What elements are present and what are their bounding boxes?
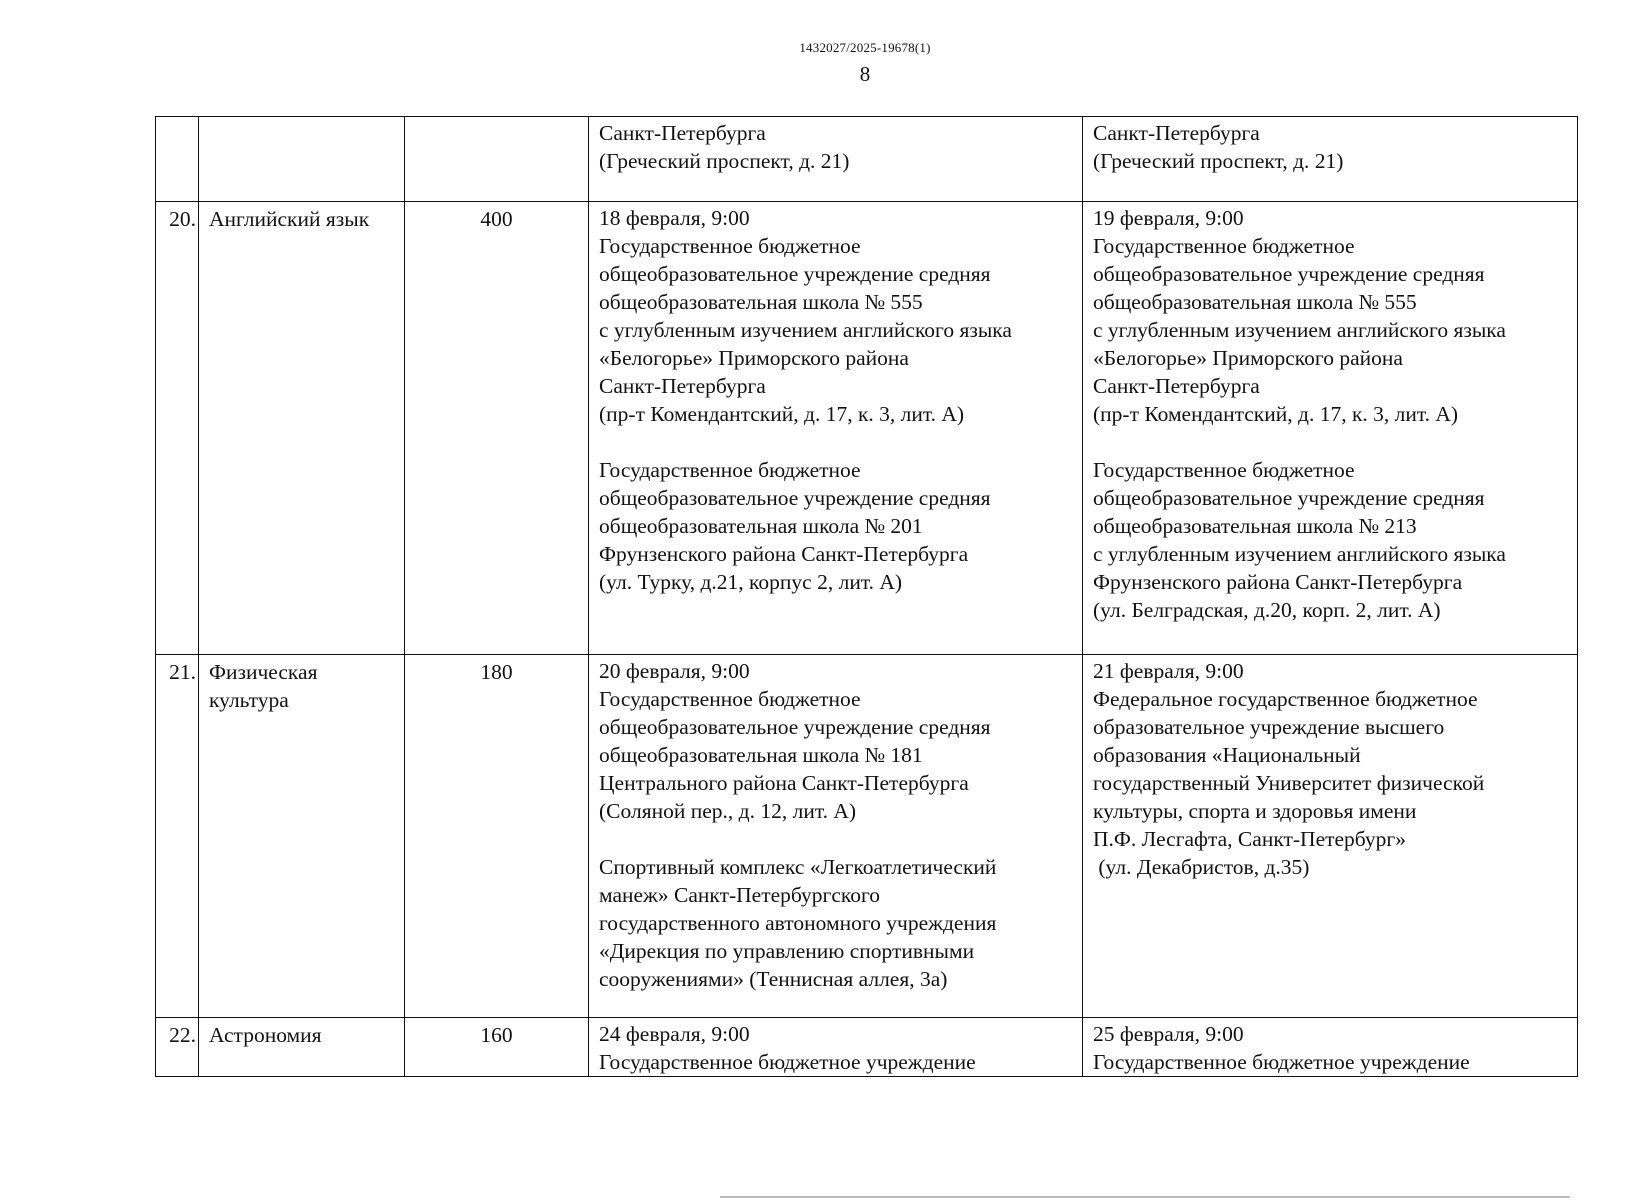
venue-line: Спортивный комплекс «Легкоатлетический — [599, 855, 997, 879]
row-number: 22. — [169, 1023, 196, 1047]
second-day-cell — [1083, 117, 1578, 202]
venue-line: общеобразовательное учреждение средняя — [1093, 262, 1485, 286]
venue-line: манеж» Санкт-Петербургского — [599, 883, 881, 907]
venue-line: Государственное бюджетное учреждение — [599, 1050, 976, 1074]
venue-line: Государственное бюджетное — [599, 687, 861, 711]
subject-name-line: Физическая — [209, 660, 318, 684]
subject-cell — [199, 1018, 405, 1077]
second-day-cell — [1083, 655, 1578, 1018]
participant-count: 180 — [480, 660, 513, 684]
row-number: 20. — [169, 207, 196, 231]
row-number-cell — [156, 1018, 199, 1077]
venue-line: государственный Университет физической — [1093, 771, 1485, 795]
table-row — [156, 1018, 1578, 1077]
venue-line: общеобразовательное учреждение средняя — [599, 715, 991, 739]
venue-line: с углубленным изучением английского языка — [1093, 318, 1506, 342]
venue-address: (ул. Декабристов, д.35) — [1093, 855, 1310, 879]
venue-line: Федеральное государственное бюджетное — [1093, 687, 1478, 711]
venue-line: Санкт-Петербурга — [599, 374, 766, 398]
venue-line: с углубленным изучением английского языка — [1093, 542, 1506, 566]
venue-line: «Белогорье» Приморского района — [1093, 346, 1403, 370]
paragraph-gap — [599, 428, 1072, 456]
subject-cell — [199, 202, 405, 655]
subject-name-line: культура — [209, 688, 289, 712]
date-time: 25 февраля, 9:00 — [1093, 1022, 1244, 1046]
venue-line: «Дирекция по управлению спортивными — [599, 939, 975, 963]
subject-name: Английский язык — [209, 207, 370, 231]
date-time: 21 февраля, 9:00 — [1093, 659, 1244, 683]
venue-line: образовательное учреждение высшего — [1093, 715, 1445, 739]
document-registration-number: 1432027/2025-19678(1) — [799, 40, 931, 55]
venue-line: Санкт-Петербурга — [1093, 374, 1260, 398]
date-time: 19 февраля, 9:00 — [1093, 206, 1244, 230]
venue-line: Санкт-Петербурга — [599, 121, 766, 145]
venue-address: (пр-т Комендантский, д. 17, к. 3, лит. А) — [1093, 402, 1459, 426]
first-day-cell — [589, 1018, 1083, 1077]
venue-line: общеобразовательная школа № 213 — [1093, 514, 1417, 538]
venue-address: (пр-т Комендантский, д. 17, к. 3, лит. А) — [599, 402, 965, 426]
venue-line: общеобразовательная школа № 555 — [599, 290, 923, 314]
olympiad-schedule-table — [155, 116, 1578, 1077]
participant-count-cell — [405, 655, 589, 1018]
venue-address: сооружениями» (Теннисная аллея, 3а) — [599, 967, 948, 991]
venue-line: общеобразовательное учреждение средняя — [599, 262, 991, 286]
venue-line: Государственное бюджетное — [1093, 234, 1355, 258]
row-number: 21. — [169, 660, 196, 684]
date-time: 24 февраля, 9:00 — [599, 1022, 750, 1046]
page-number: 8 — [859, 62, 871, 86]
row-number-cell — [156, 117, 199, 202]
venue-line: Центрального района Санкт-Петербурга — [599, 771, 969, 795]
venue-line: культуры, спорта и здоровья имени — [1093, 799, 1417, 823]
second-day-cell — [1083, 1018, 1578, 1077]
first-day-cell — [589, 117, 1083, 202]
venue-address: (ул. Белградская, д.20, корп. 2, лит. А) — [1093, 598, 1441, 622]
paragraph-gap — [1093, 428, 1567, 456]
participant-count: 400 — [480, 207, 513, 231]
venue-line: общеобразовательное учреждение средняя — [1093, 486, 1485, 510]
date-time: 18 февраля, 9:00 — [599, 206, 750, 230]
venue-line: общеобразовательная школа № 555 — [1093, 290, 1417, 314]
venue-line: Фрунзенского района Санкт-Петербурга — [1093, 570, 1463, 594]
venue-line: Государственное бюджетное учреждение — [1093, 1050, 1470, 1074]
venue-line: образования «Национальный — [1093, 743, 1361, 767]
row-number-cell — [156, 655, 199, 1018]
second-day-cell — [1083, 202, 1578, 655]
venue-line: Государственное бюджетное — [599, 458, 861, 482]
subject-name: Астрономия — [209, 1023, 322, 1047]
venue-line: с углубленным изучением английского языка — [599, 318, 1012, 342]
venue-line: «Белогорье» Приморского района — [599, 346, 909, 370]
table-row-continuation — [156, 117, 1578, 202]
participant-count-cell — [405, 1018, 589, 1077]
first-day-cell — [589, 202, 1083, 655]
participant-count-cell — [405, 202, 589, 655]
venue-address: (ул. Турку, д.21, корпус 2, лит. А) — [599, 570, 903, 594]
venue-line: Государственное бюджетное — [599, 234, 861, 258]
subject-cell — [199, 117, 405, 202]
venue-address: (Греческий проспект, д. 21) — [599, 149, 850, 173]
row-number-cell — [156, 202, 199, 655]
venue-line: государственного автономного учреждения — [599, 911, 997, 935]
venue-line: общеобразовательная школа № 181 — [599, 743, 923, 767]
participant-count: 160 — [480, 1023, 513, 1047]
subject-cell — [199, 655, 405, 1018]
participant-count-cell — [405, 117, 589, 202]
date-time: 20 февраля, 9:00 — [599, 659, 750, 683]
table-row — [156, 655, 1578, 1018]
first-day-cell — [589, 655, 1083, 1018]
venue-address: (Греческий проспект, д. 21) — [1093, 149, 1344, 173]
paragraph-gap — [599, 825, 1072, 853]
venue-address: (Соляной пер., д. 12, лит. А) — [599, 799, 857, 823]
venue-line: Фрунзенского района Санкт-Петербурга — [599, 542, 969, 566]
venue-line: общеобразовательное учреждение средняя — [599, 486, 991, 510]
venue-line: Санкт-Петербурга — [1093, 121, 1260, 145]
venue-line: общеобразовательная школа № 201 — [599, 514, 923, 538]
scan-edge-line — [720, 1196, 1570, 1198]
table-row — [156, 202, 1578, 655]
subject-name — [199, 655, 404, 714]
venue-line: Государственное бюджетное — [1093, 458, 1355, 482]
venue-line: П.Ф. Лесгафта, Санкт-Петербург» — [1093, 827, 1406, 851]
